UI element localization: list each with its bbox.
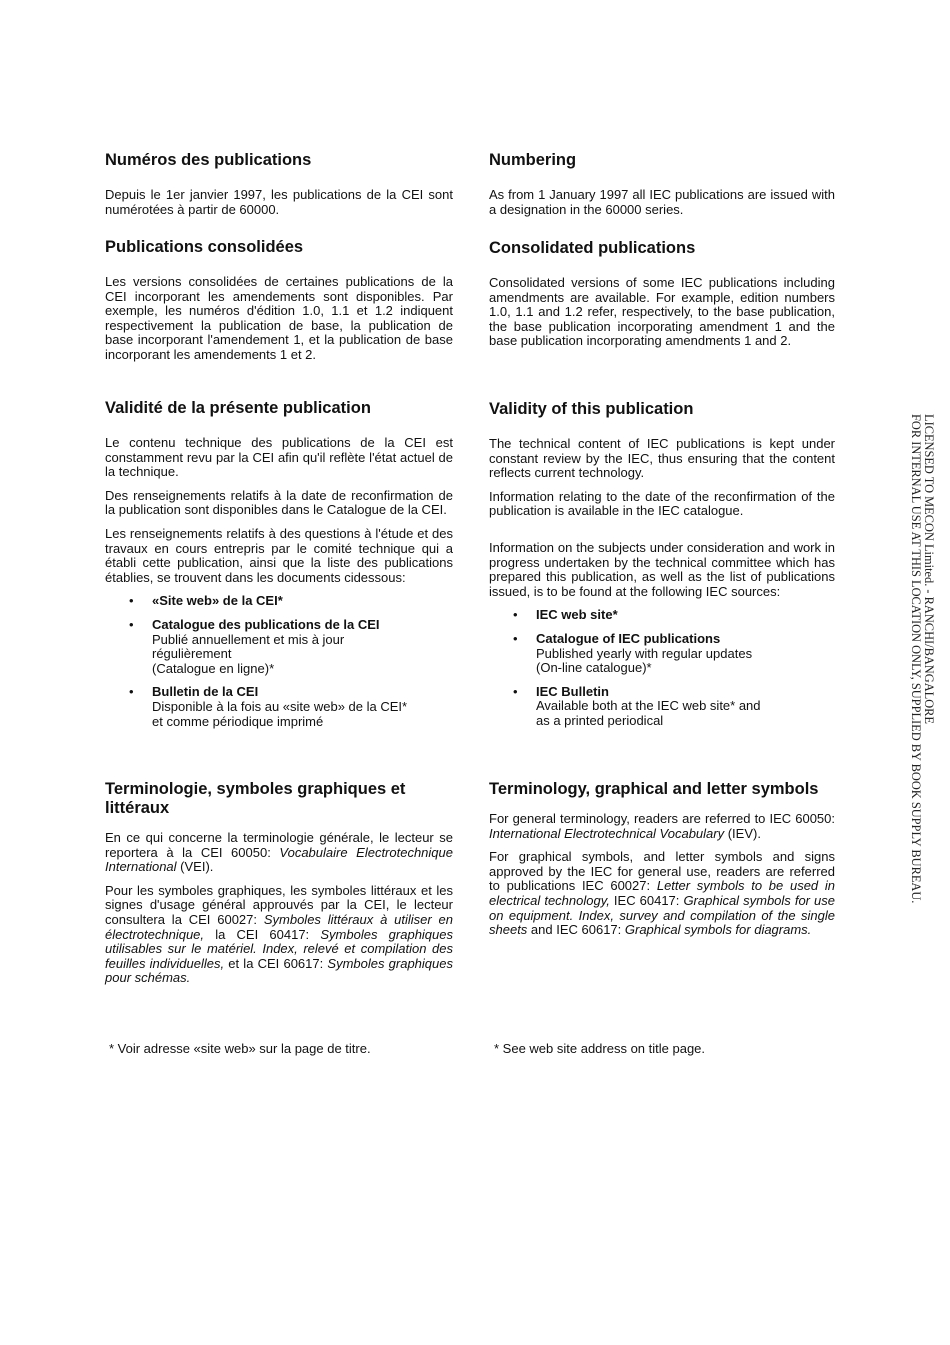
- en-source-title: IEC web site*: [536, 607, 618, 623]
- fr-validity-section: [105, 399, 453, 738]
- license-line-2: FOR INTERNAL USE AT THIS LOCATION ONLY, SUPPLIED BY BOOK SUPPLY BUREAU.: [909, 414, 923, 904]
- fr-source-title: Catalogue des publications de la CEI: [152, 616, 380, 632]
- fr-source-title: «Site web» de la CEI*: [152, 593, 283, 609]
- en-validity-heading: Validity of this publication: [489, 400, 694, 418]
- list-item: [105, 594, 453, 609]
- fr-terminology-p2: Pour les symboles graphiques, les symboles littéraux et les signes d'usage général approuvés par la CEI, le lecteur consultera la CEI 60027: Symboles littéraux à utiliser en électrotechnique, la CEI 60417: Symboles graphiques utilisables sur le matériel. Index, relevé et compilation des feuilles individuelles, et la CEI 60617: Symboles graphiques pour schémas.: [105, 882, 453, 986]
- en-validity-p2: Information relating to the date of the reconfirmation of the publication is available in the IEC catalogue.: [489, 488, 835, 519]
- fr-consolidated-heading: Publications consolidées: [105, 238, 304, 256]
- en-validity-p1: The technical content of IEC publications is kept under constant review by the IEC, thus ensuring that the content reflects current technology.: [489, 436, 835, 481]
- bullet-icon: •: [129, 616, 134, 632]
- fr-validity-p1: Le contenu technique des publications de la CEI est constamment revu par la CEI afin qu'il reflète l'état actuel de la technique.: [105, 435, 453, 480]
- list-item: [489, 608, 835, 623]
- en-validity-p3: Information on the subjects under consideration and work in progress undertaken by the technical committee which has prepared this publication, as well as the list of publications issued, is to be found at the following IEC sources:: [489, 539, 835, 599]
- license-line-1: LICENSED TO MECON Limited. - RANCHI/BANGALORE: [922, 414, 936, 724]
- bullet-icon: •: [513, 607, 518, 623]
- bullet-icon: •: [129, 684, 134, 700]
- list-item: [105, 618, 453, 676]
- fr-consolidated-text: Les versions consolidées de certaines publications de la CEI incorporant les amendements sont disponibles. Par exemple, les numéros d'édition 1.0, 1.1 et 1.2 indiquent respectivement la publication de base, la publication de base incorporant l'amendement 1, et la publication de base incorporant les amendements 1 et 2.: [105, 274, 453, 362]
- bullet-icon: •: [129, 593, 134, 609]
- en-consolidated-text: Consolidated versions of some IEC publications including amendments are available. For example, edition numbers 1.0, 1.1 and 1.2 refer, respectively, to the base publication, the base publication incorporating amendment 1 and the base publication incorporating amendments 1 and 2.: [489, 275, 835, 349]
- fr-numbering-text: Depuis le 1er janvier 1997, les publications de la CEI sont numérotées à partir de 60000.: [105, 187, 453, 217]
- fr-source-title: Bulletin de la CEI: [152, 684, 259, 700]
- fr-validity-p2: Des renseignements relatifs à la date de reconfirmation de la publication sont disponibles dans le Catalogue de la CEI.: [105, 487, 453, 518]
- list-item: [105, 685, 453, 729]
- list-item: [489, 632, 835, 676]
- en-source-title: IEC Bulletin: [536, 683, 609, 699]
- en-validity-section: [489, 400, 835, 738]
- en-consolidated-heading: Consolidated publications: [489, 239, 696, 257]
- en-numbering-heading: Numbering: [489, 151, 577, 169]
- bullet-icon: •: [513, 630, 518, 646]
- list-item: [489, 685, 835, 729]
- fr-terminology-heading: Terminologie, symboles graphiques et littéraux: [105, 780, 406, 817]
- fr-terminology-p1: En ce qui concerne la terminologie générale, le lecteur se reportera à la CEI 60050: Vocabulaire Electrotechnique International (VEI).: [105, 830, 453, 875]
- en-source-desc: Available both at the IEC web site* and as a printed periodical: [536, 698, 761, 728]
- en-terminology-section: [489, 780, 835, 947]
- fr-source-desc: Disponible à la fois au «site web» de la CEI* et comme périodique imprimé: [152, 698, 408, 729]
- fr-footnote: * Voir adresse «site web» sur la page de titre.: [109, 1041, 371, 1056]
- en-source-title: Catalogue of IEC publications: [536, 630, 721, 646]
- en-numbering-section: [489, 151, 835, 226]
- fr-consolidated-section: [105, 238, 453, 372]
- fr-sources-list: [105, 594, 453, 729]
- en-consolidated-section: [489, 239, 835, 358]
- fr-validity-p3: Les renseignements relatifs à des questions à l'étude et des travaux en cours entrepris par le comité technique qui a établi cette publication, ainsi que la liste des publications établies, se trouvent dans les documents cidessous:: [105, 525, 453, 585]
- fr-validity-heading: Validité de la présente publication: [105, 399, 371, 417]
- en-terminology-p2: For graphical symbols, and letter symbols and signs approved by the IEC for general use, readers are referred to publications IEC 60027: Letter symbols to be used in electrical technology, IEC 60417: Graphical symbols for use on equipment. Index, survey and compilation of the single sheets and IEC 60617: Graphical symbols for diagrams.: [489, 849, 836, 938]
- bullet-icon: •: [513, 683, 518, 699]
- en-sources-list: [489, 608, 835, 728]
- en-numbering-text: As from 1 January 1997 all IEC publications are issued with a designation in the 60000 series.: [489, 187, 835, 217]
- en-terminology-heading: Terminology, graphical and letter symbols: [489, 780, 819, 798]
- en-source-desc: Published yearly with regular updates (On-line catalogue)*: [536, 645, 753, 676]
- fr-numbering-section: [105, 151, 453, 226]
- license-notice: [905, 414, 935, 934]
- fr-source-desc: Publié annuellement et mis à jour régulièrement (Catalogue en ligne)*: [152, 631, 345, 676]
- en-footnote: * See web site address on title page.: [494, 1041, 706, 1056]
- fr-numbering-heading: Numéros des publications: [105, 151, 312, 169]
- en-terminology-p1: For general terminology, readers are referred to IEC 60050: International Electrotechnical Vocabulary (IEV).: [489, 811, 835, 841]
- fr-terminology-section: [105, 780, 453, 995]
